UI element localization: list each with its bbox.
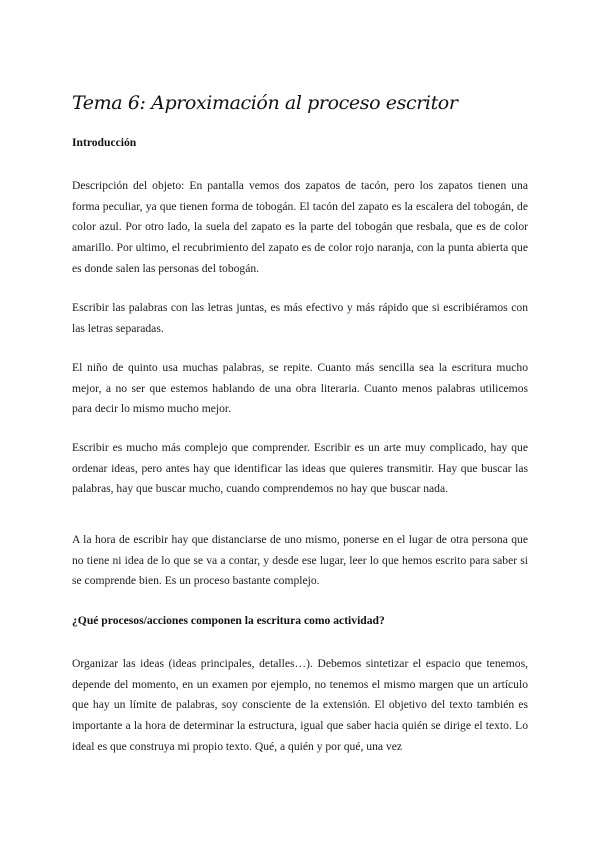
section-heading-introduccion: Introducción bbox=[72, 136, 137, 149]
paragraph-joined-letters: Escribir las palabras con las letras juntas, es más efectivo y más rápido que si escribiéramos con las letras separadas. bbox=[72, 301, 528, 335]
paragraph-reader-perspective: A la hora de escribir hay que distanciarse de uno mismo, ponerse en el lugar de otra persona que no tiene ni idea de lo que se va a contar, y desde ese lugar, leer lo que hemos escrito para saber si se comprende bien. Es un proceso bastante complejo. bbox=[72, 533, 528, 588]
paragraph-simple-writing: El niño de quinto usa muchas palabras, se repite. Cuanto más sencilla sea la escritura mucho mejor, a no ser que estemos hablando de una obra literaria. Cuanto menos palabras utilicemos para decir lo mismo mucho mejor. bbox=[72, 361, 528, 416]
document-title: Tema 6: Aproximación al proceso escritor bbox=[72, 92, 458, 114]
paragraph-organize-ideas: Organizar las ideas (ideas principales, detalles…). Debemos sintetizar el espacio que tenemos, depende del momento, en un examen por ejemplo, no tenemos el mismo margen que un artículo que hay un límite de palabras, soy consciente de la extensión. El objetivo del texto también es importante a la hora de determinar la estructura, igual que saber hacia quién se dirige el texto. Lo ideal es que construya mi propio texto. Qué, a quién y por qué, una vez bbox=[72, 657, 528, 753]
paragraph-object-description: Descripción del objeto: En pantalla vemos dos zapatos de tacón, pero los zapatos tienen una forma peculiar, ya que tienen forma de tobogán. El tacón del zapato es la escalera del tobogán, de color azul. Por otro lado, la suela del zapato es la parte del tobogán que resbala, que es de color amarillo. Por ultimo, el recubrimiento del zapato es de color rojo naranja, con la punta abierta que es donde salen las personas del tobogán. bbox=[72, 179, 528, 275]
section-heading-procesos: ¿Qué procesos/acciones componen la escritura como actividad? bbox=[72, 614, 385, 627]
paragraph-writing-complexity: Escribir es mucho más complejo que comprender. Escribir es un arte muy complicado, hay que ordenar ideas, pero antes hay que identificar las ideas que quieres transmitir. Hay que buscar las palabras, hay que buscar mucho, cuando comprendemos no hay que buscar nada. bbox=[72, 441, 528, 496]
